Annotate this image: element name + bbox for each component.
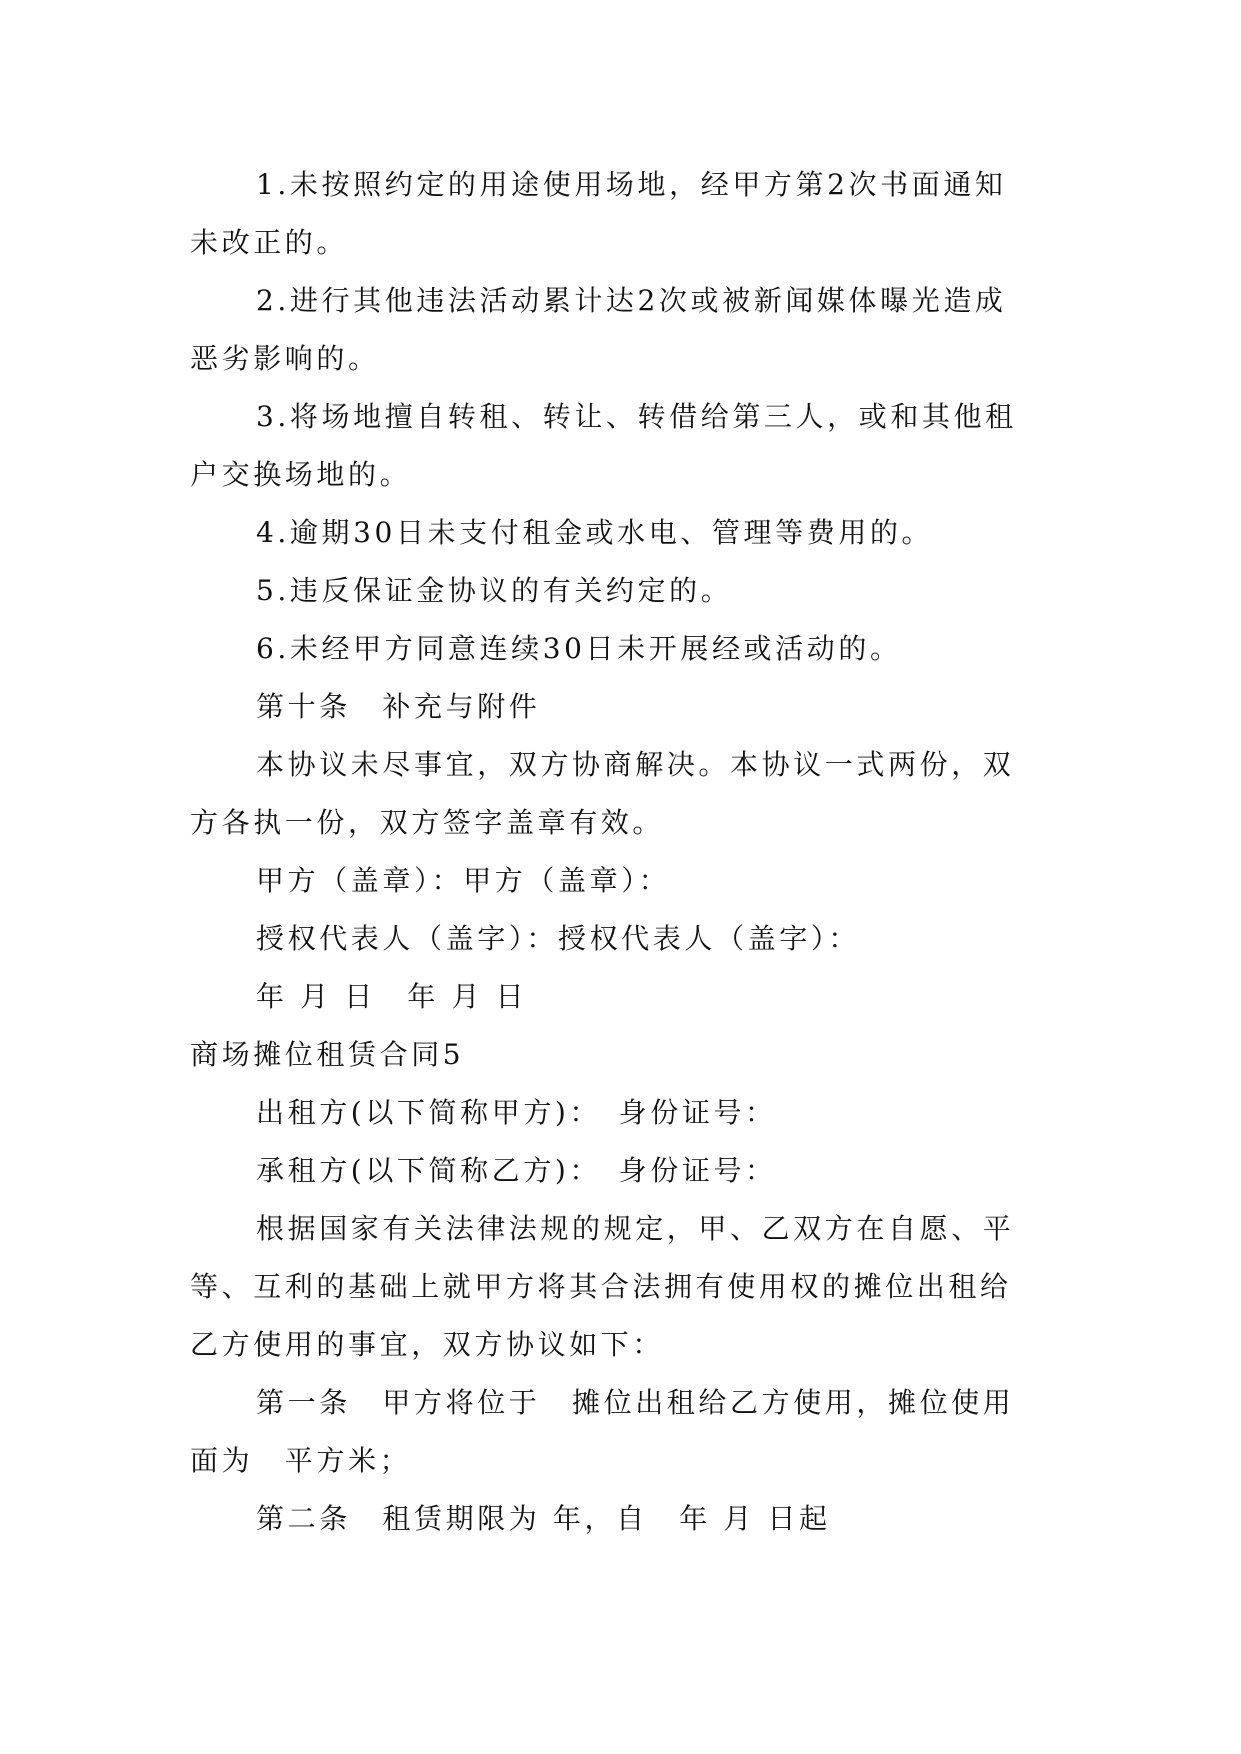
clause-item-3-line-1: 3.将场地擅自转租、转让、转借给第三人，或和其他租 (256, 400, 1017, 433)
clause-item-1-line-2: 未改正的。 (190, 226, 349, 259)
clause-item-2-line-1: 2.进行其他违法活动累计达2次或被新闻媒体曝光造成 (256, 284, 1007, 317)
lessee-line: 承租方(以下简称乙方)： 身份证号： (256, 1154, 777, 1187)
clause-item-1-line-1: 1.未按照约定的用途使用场地，经甲方第2次书面通知 (256, 168, 1007, 201)
article-one-line-2: 面为 平方米； (190, 1444, 412, 1477)
article-ten-heading: 第十条 补充与附件 (256, 690, 541, 723)
preamble-line-1: 根据国家有关法律法规的规定，甲、乙双方在自愿、平 (256, 1212, 1015, 1245)
clause-item-3-line-2: 户交换场地的。 (190, 458, 412, 491)
clause-item-6: 6.未经甲方同意连续30日未开展经或活动的。 (256, 632, 902, 665)
signature-party-a: 甲方（盖章）：甲方（盖章）： (256, 864, 671, 897)
clause-item-4: 4.逾期30日未支付租金或水电、管理等费用的。 (256, 516, 934, 549)
article-one-line-1: 第一条 甲方将位于 摊位出租给乙方使用，摊位使用 (256, 1386, 1015, 1419)
article-ten-text-line-1: 本协议未尽事宜，双方协商解决。本协议一式两份，双 (256, 748, 1015, 781)
preamble-line-2: 等、互利的基础上就甲方将其合法拥有使用权的摊位出租给 (190, 1270, 1012, 1303)
clause-item-5: 5.违反保证金协议的有关约定的。 (256, 574, 733, 607)
signature-authorized-representative: 授权代表人（盖字）：授权代表人（盖字）： (256, 922, 861, 955)
lessor-line: 出租方(以下简称甲方)： 身份证号： (256, 1096, 777, 1129)
clause-item-2-line-2: 恶劣影响的。 (190, 342, 380, 375)
signature-date-line: 年 月 日 年 月 日 (256, 980, 528, 1013)
preamble-line-3: 乙方使用的事宜，双方协议如下： (190, 1328, 665, 1361)
contract-title: 商场摊位租赁合同5 (190, 1038, 465, 1071)
article-two-line-1: 第二条 租赁期限为 年，自 年 月 日起 (256, 1502, 831, 1535)
article-ten-text-line-2: 方各执一份，双方签字盖章有效。 (190, 806, 665, 839)
